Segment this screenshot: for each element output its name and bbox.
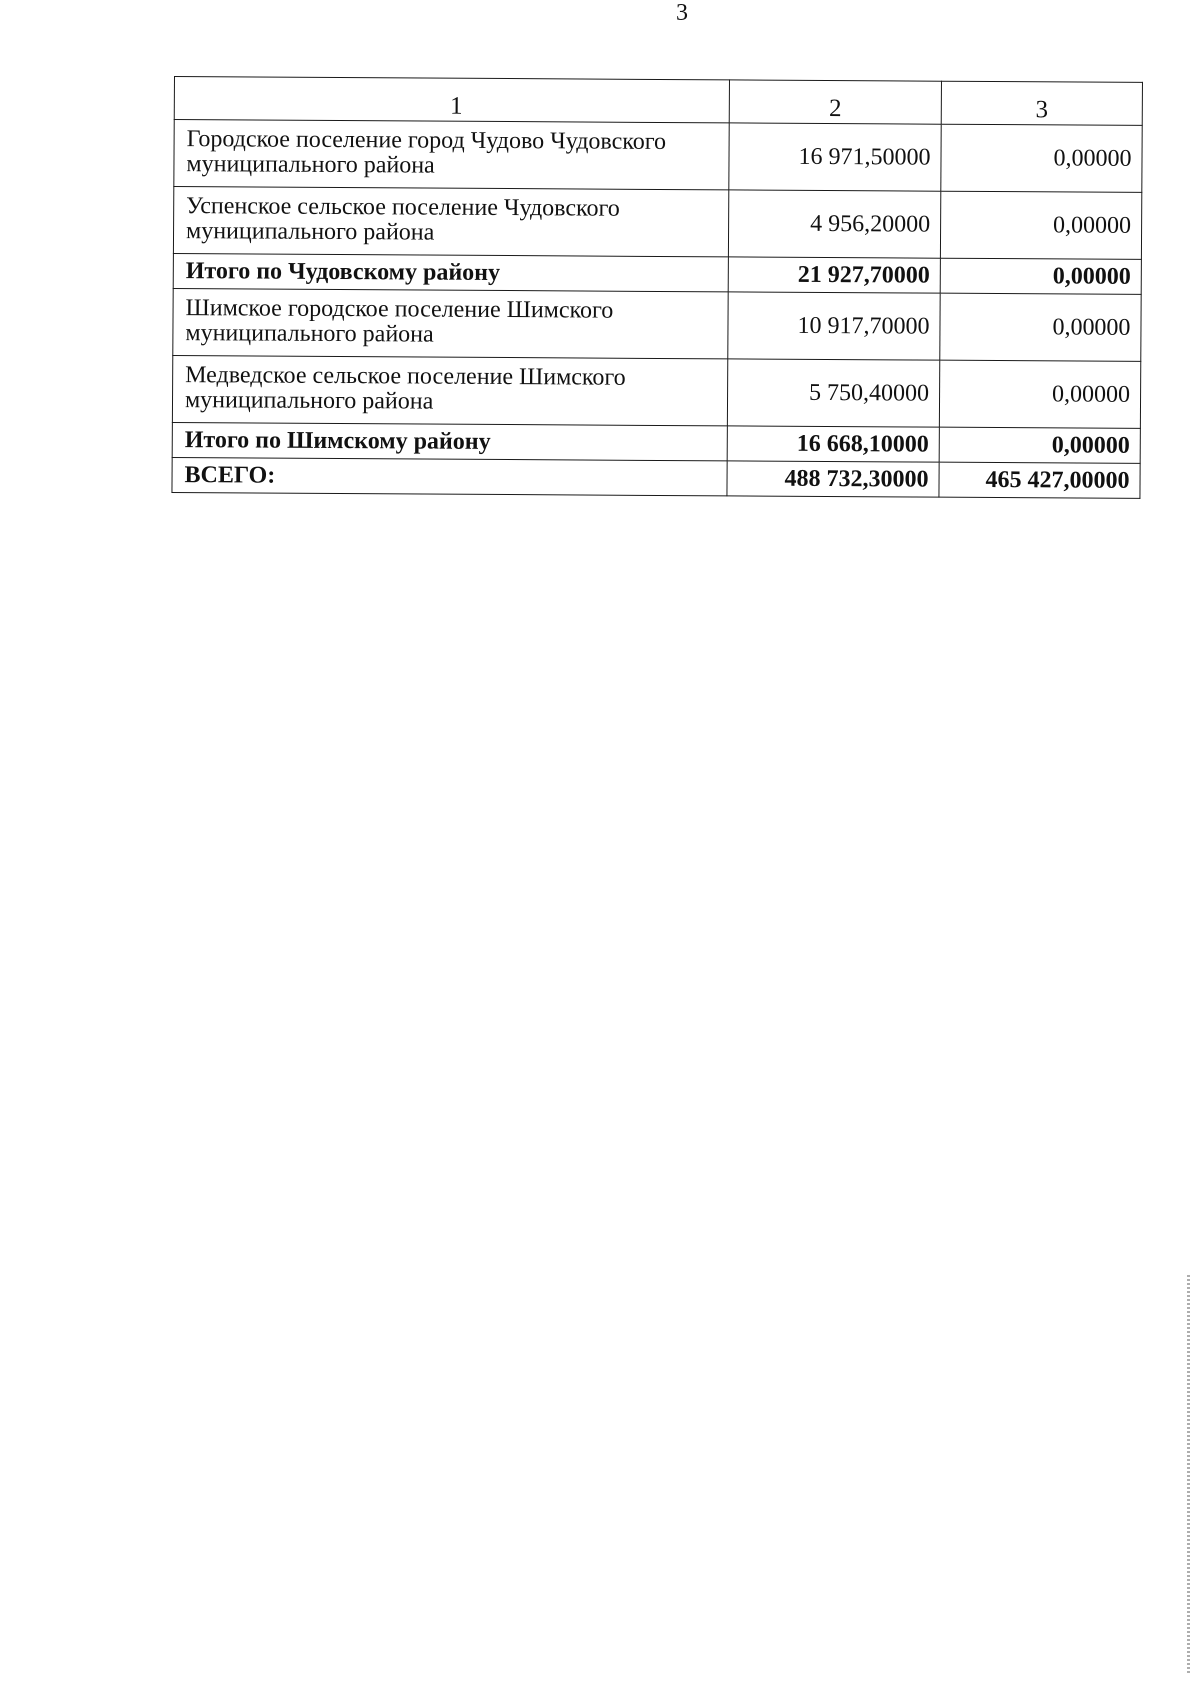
district-total-row bbox=[173, 253, 1141, 294]
amount-col3: 0,00000 bbox=[940, 293, 1141, 361]
settlement-name: Успенское сельское поселение Чудовского муниципального района bbox=[173, 187, 728, 257]
settlement-name: Медведское сельское поселение Шимского муниципального района bbox=[172, 355, 727, 425]
grand-total-col2: 488 732,30000 bbox=[727, 461, 939, 497]
district-total-col2: 16 668,10000 bbox=[727, 426, 939, 462]
district-total-row bbox=[172, 422, 1140, 463]
district-total-label: Итого по Шимскому району bbox=[172, 422, 727, 460]
settlement-name: Городское поселение город Чудово Чудовского муниципального района bbox=[174, 120, 729, 190]
amount-col3: 0,00000 bbox=[940, 191, 1141, 259]
grand-total-row bbox=[172, 457, 1140, 498]
table-row bbox=[173, 187, 1141, 260]
amount-col2: 10 917,70000 bbox=[728, 292, 940, 360]
table-header-row bbox=[174, 77, 1142, 126]
column-header-3: 3 bbox=[941, 81, 1142, 125]
grand-total-col3: 465 427,00000 bbox=[939, 462, 1140, 498]
scan-edge-artifact bbox=[1187, 1275, 1190, 1675]
table-row bbox=[173, 288, 1141, 361]
district-total-col3: 0,00000 bbox=[940, 258, 1141, 294]
column-header-2: 2 bbox=[729, 80, 941, 124]
allocation-table bbox=[171, 76, 1143, 499]
district-total-col3: 0,00000 bbox=[939, 427, 1140, 463]
amount-col3: 0,00000 bbox=[941, 124, 1142, 192]
table-row bbox=[172, 355, 1140, 428]
page-number: 3 bbox=[676, 0, 688, 26]
district-total-label: Итого по Чудовскому району bbox=[173, 253, 728, 291]
settlement-name: Шимское городское поселение Шимского муниципального района bbox=[173, 288, 728, 358]
amount-col2: 4 956,20000 bbox=[728, 190, 940, 258]
district-total-col2: 21 927,70000 bbox=[728, 257, 940, 293]
amount-col2: 5 750,40000 bbox=[727, 359, 939, 427]
table-row bbox=[174, 120, 1142, 193]
amount-col3: 0,00000 bbox=[939, 360, 1140, 428]
grand-total-label: ВСЕГО: bbox=[172, 457, 727, 495]
column-header-1: 1 bbox=[174, 77, 729, 123]
amount-col2: 16 971,50000 bbox=[729, 123, 941, 191]
